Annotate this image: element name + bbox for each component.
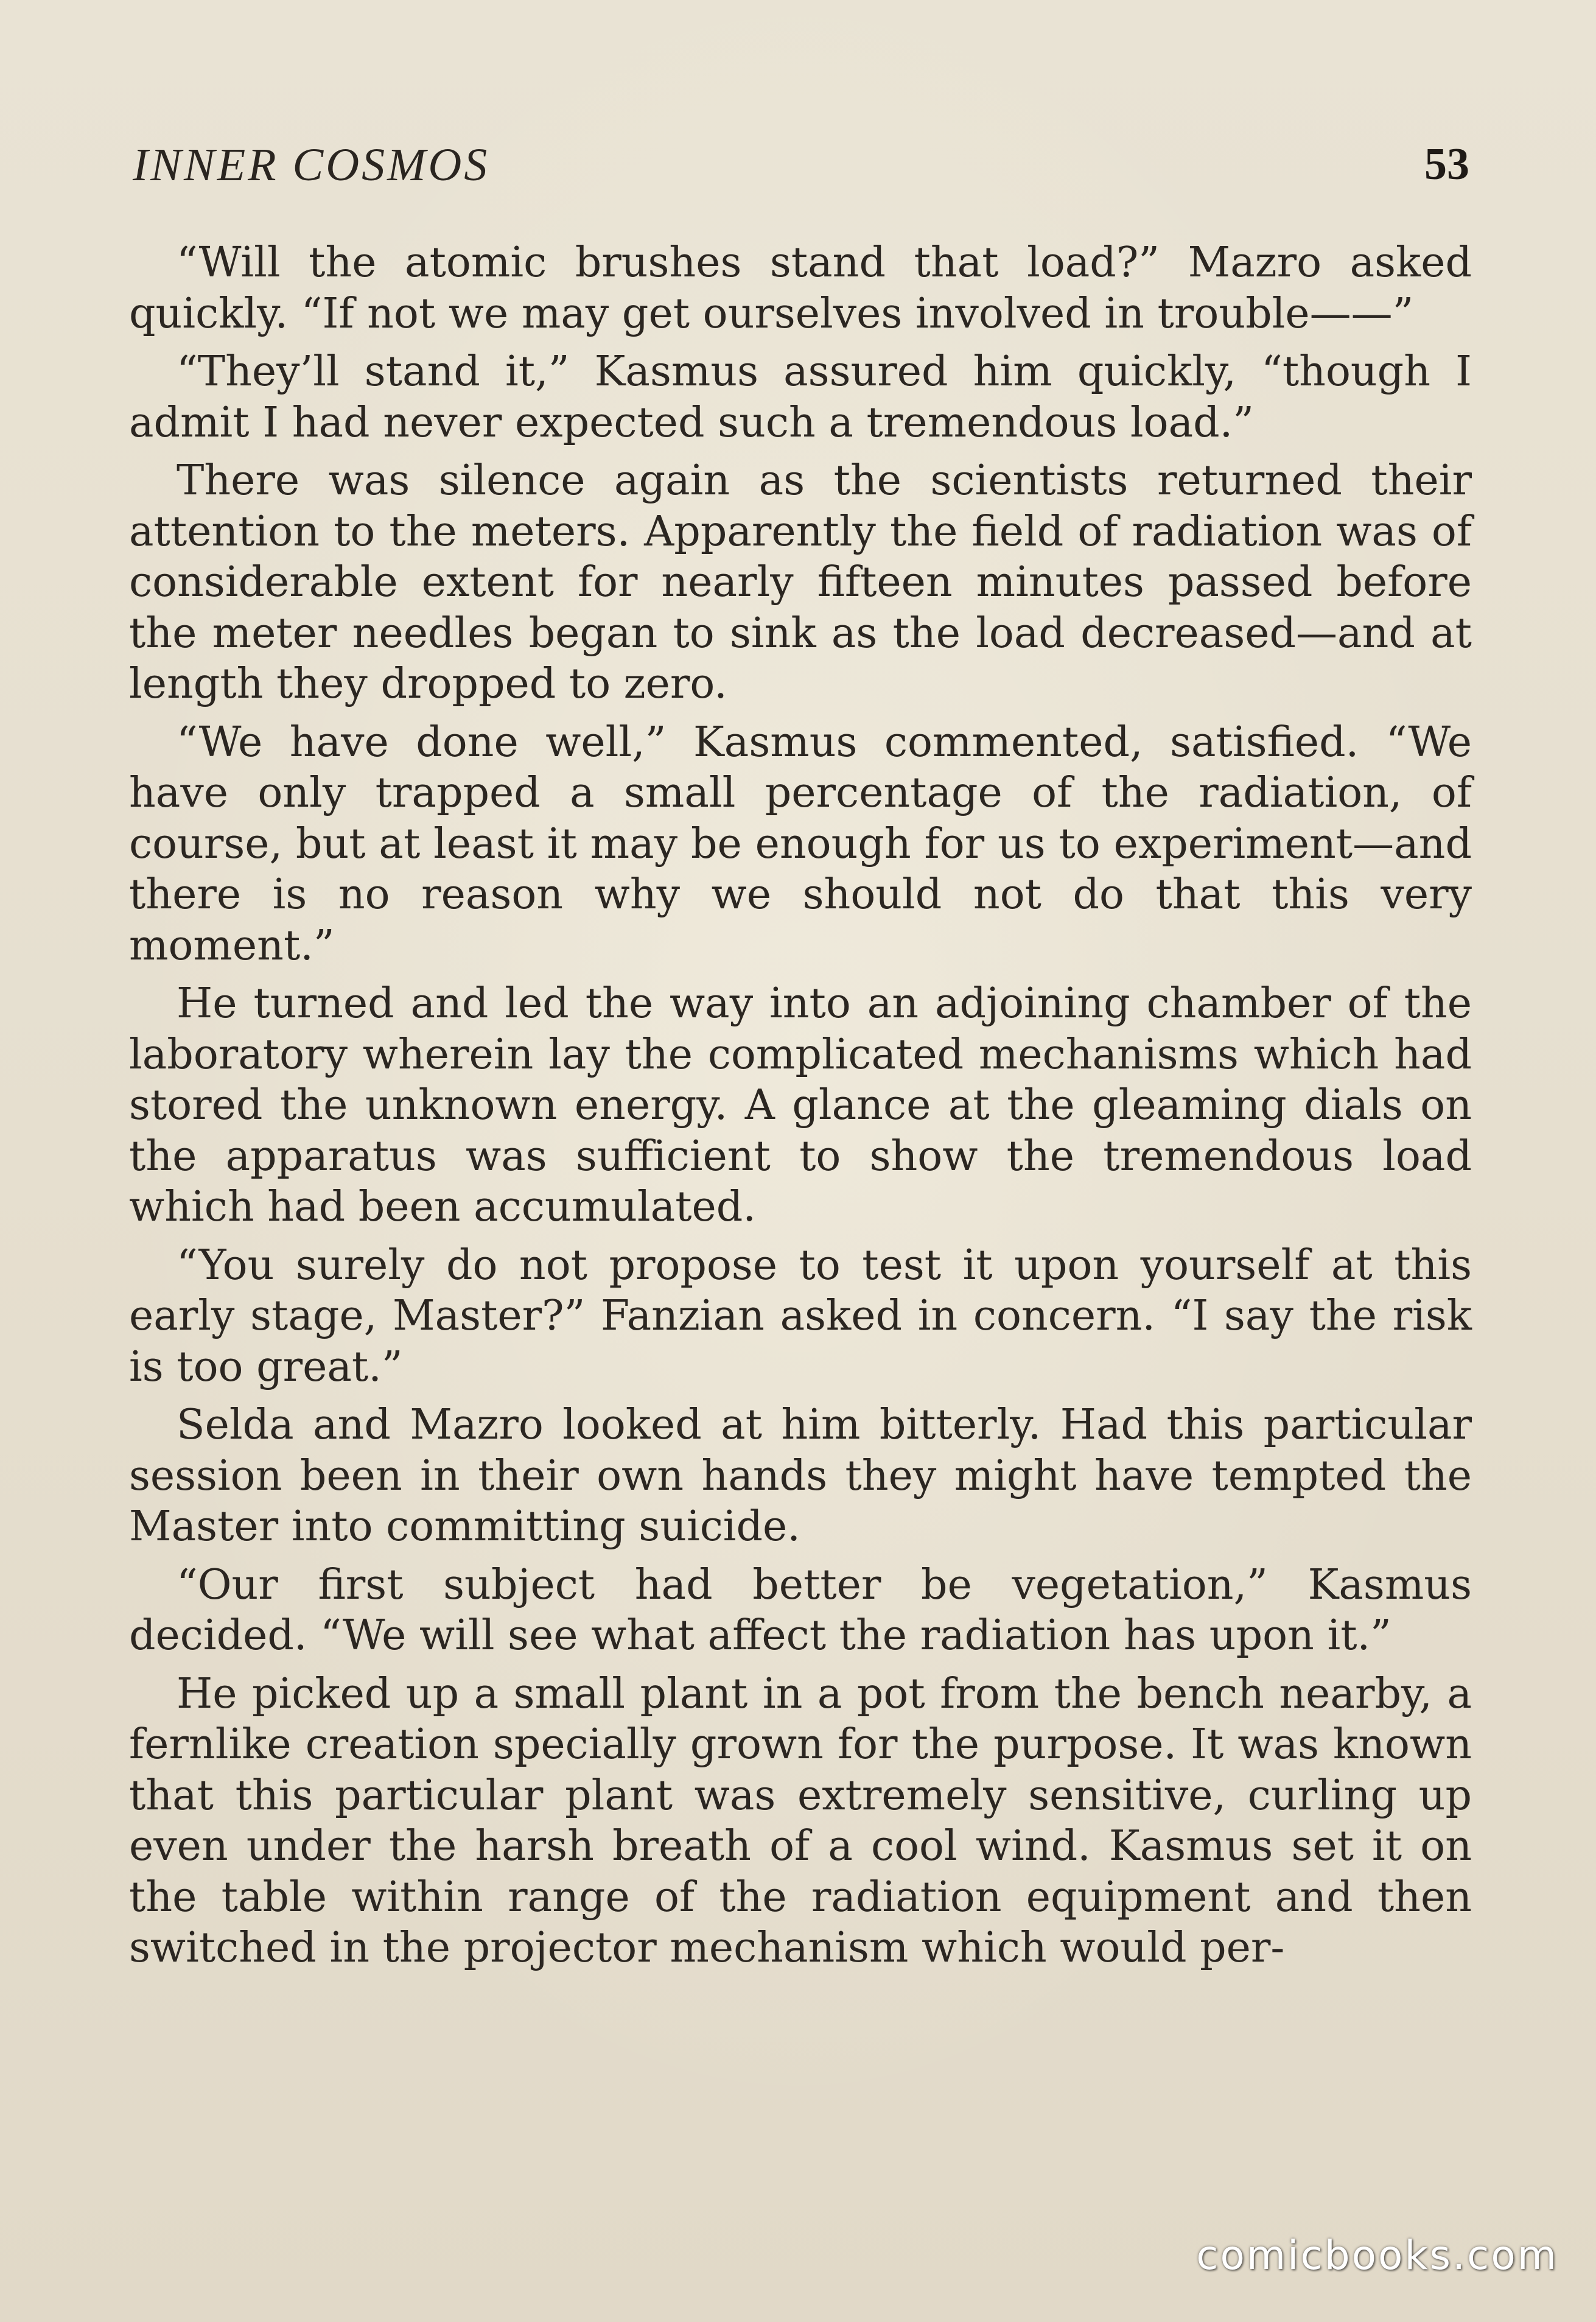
page-header — [133, 139, 1469, 212]
watermark: comicbooks.com — [1196, 2232, 1558, 2279]
paragraph-1: “Will the atomic brushes stand that load?” Mazro asked quickly. “If not we may get ourselves involved in trouble——” — [129, 239, 1472, 338]
page-number: 53 — [1424, 139, 1469, 189]
paragraph-6: “You surely do not propose to test it upon yourself at this early stage, Master?” Fanzian asked in concern. “I say the risk is too great.” — [129, 1241, 1472, 1391]
paragraph-5: He turned and led the way into an adjoining chamber of the laboratory wherein lay the complicated mechanisms which had stored the unknown energy. A glance at the gleaming dials on the apparatus was sufficient to show the tremendous load which had been accumulated. — [129, 980, 1472, 1231]
paragraph-7: Selda and Mazro looked at him bitterly. Had this particular session been in their own hands they might have tempted the Master into committing suicide. — [129, 1401, 1472, 1551]
paragraph-2: “They’ll stand it,” Kasmus assured him quickly, “though I admit I had never expected such a tremendous load.” — [129, 348, 1472, 447]
body-text — [129, 237, 1472, 1981]
paragraph-8: “Our first subject had better be vegetation,” Kasmus decided. “We will see what affect the radiation has upon it.” — [129, 1560, 1472, 1660]
running-head: INNER COSMOS — [133, 139, 490, 191]
paragraph-3: There was silence again as the scientists returned their attention to the meters. Apparently the field of radiation was of considerable extent for nearly fifteen minutes passed before the meter needles began to sink as the load decreased—and at length they dropped to zero. — [129, 457, 1472, 708]
paragraph-4: “We have done well,” Kasmus commented, satisfied. “We have only trapped a small percentage of the radiation, of course, but at least it may be enough for us to experiment—and there is no reason why we should not do that this very moment.” — [129, 718, 1472, 970]
paragraph-9: He picked up a small plant in a pot from the bench nearby, a fernlike creation specially grown for the purpose. It was known that this particular plant was extremely sensitive, curling up even under the harsh breath of a cool wind. Kasmus set it on the table within range of the radiation equipment and then switched in the projector mechanism which would per- — [129, 1669, 1472, 1972]
